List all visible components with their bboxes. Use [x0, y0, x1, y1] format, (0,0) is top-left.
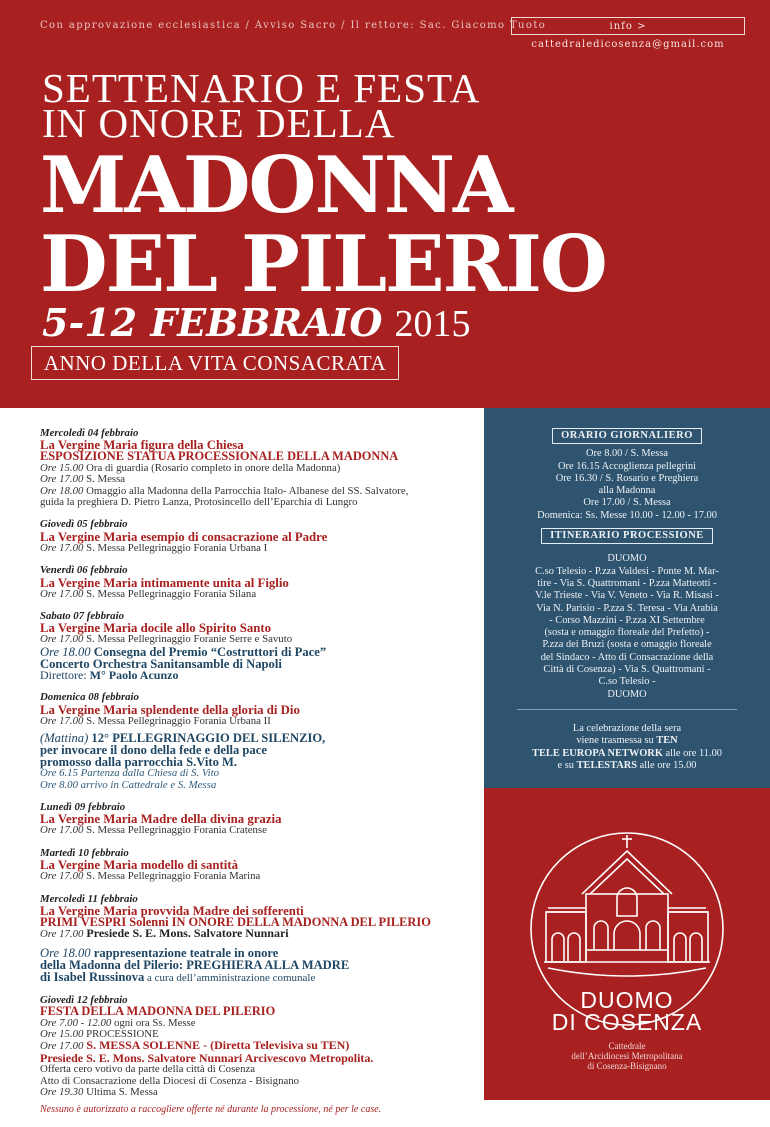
itinerario-line: (sosta e omaggio floreale del Prefetto) -	[544, 627, 710, 639]
itinerario-line: DUOMO	[607, 553, 647, 565]
day-name: Martedì 10 febbraio	[40, 846, 129, 859]
header-banner	[0, 0, 770, 408]
theatre-line: di Isabel Russinova a cura dell’amministrazione comunale	[40, 969, 316, 984]
schedule-line: Ore 17.00 S. MESSA SOLENNE - (Diretta Televisiva su TEN)	[40, 1038, 350, 1053]
schedule-line: Ore 15.00 PROCESSIONE	[40, 1027, 159, 1040]
schedule-line: Ore 17.00 S. Messa Pellegrinaggio Forania Marina	[40, 870, 261, 883]
day-theme: La Vergine Maria splendente della gloria di Dio	[40, 702, 300, 717]
orario-line: Ore 16.15 Accoglienza pellegrini	[558, 460, 696, 472]
itinerario-line: tire - Via S. Quattromani - P.zza Matteotti -	[537, 577, 717, 589]
duomo-title: DUOMO	[580, 987, 674, 1013]
approval-line: Con approvazione ecclesiastica / Avviso Sacro / Il rettore: Sac. Giacomo Tuoto	[40, 20, 547, 31]
day-theme: La Vergine Maria figura della Chiesa	[40, 438, 244, 453]
dates-range: 5-12 FEBBRAIO	[42, 300, 383, 345]
director-line: Direttore: M° Paolo Acunzo	[40, 667, 179, 682]
schedule-line: Atto di Consacrazione della Diocesi di Cosenza - Bisignano	[40, 1074, 300, 1087]
day-name: Domenica 08 febbraio	[40, 691, 139, 704]
day-event: FESTA DELLA MADONNA DEL PILERIO	[40, 1004, 276, 1019]
orario-list	[484, 448, 770, 522]
day-theme: La Vergine Maria docile allo Spirito Santo	[40, 621, 272, 636]
pilgrimage-line: (Mattina) 12° PELLEGRINAGGIO DEL SILENZIO,	[40, 731, 326, 746]
program-day	[40, 692, 480, 791]
divider	[517, 709, 737, 710]
program-day	[40, 611, 480, 681]
itinerario-line: P.zza dei Bruzi (sosta e omaggio floreale	[542, 639, 712, 651]
title-del-pilerio: DEL PILERIO	[40, 219, 606, 310]
schedule-line: Ore 17.00 S. Messa Pellegrinaggio Foranie Serre e Savuto	[40, 633, 293, 646]
dates-year: 2015	[394, 303, 471, 345]
orario-title: ORARIO GIORNALIERO	[552, 428, 702, 444]
caption-line: dell’Arcidiocesi Metropolitana	[571, 1051, 683, 1061]
day-name: Lunedì 09 febbraio	[40, 800, 126, 813]
day-name: Giovedì 12 febbraio	[40, 993, 128, 1006]
orario-line: alla Madonna	[598, 485, 656, 497]
program-day	[40, 802, 480, 837]
schedule-line: Ore 18.00 Omaggio alla Madonna della Parrocchia Italo- Albanese del SS. Salvatore,	[40, 484, 409, 497]
tv-line: e su TELESTARS alle ore 15.00	[557, 759, 697, 771]
itinerario-line: V.le Trieste - Via V. Veneto - Via R. Misasi -	[535, 590, 719, 602]
schedule-line: Ore 17.00 S. Messa Pellegrinaggio Forania Silana	[40, 587, 257, 600]
program-day	[40, 428, 480, 508]
schedule-line: Ore 17.00 S. Messa Pellegrinaggio Forania Urbana II	[40, 714, 271, 727]
theatre-line: Ore 18.00 rappresentazione teatrale in onore	[40, 945, 279, 960]
itinerario-line: DUOMO	[607, 688, 647, 700]
tv-line: La celebrazione della sera	[572, 722, 682, 734]
itinerario-line: del Sindaco - Atto di Consacrazione della	[540, 651, 714, 663]
itinerario-line: Città di Cosenza) - Via S. Quattromani -	[543, 664, 711, 676]
offerings-notice: Nessuno è autorizzato a raccogliere offerte né durante la processione, né per le case.	[40, 1104, 382, 1116]
duomo-subtitle: DI COSENZA	[551, 1009, 703, 1035]
itinerario-line: - Corso Mazzini - P.zza XI Settembre	[549, 614, 705, 626]
day-theme: La Vergine Maria esempio di consacrazione al Padre	[40, 529, 328, 544]
schedule-line: Ore 17.00 S. Messa Pellegrinaggio Forania Urbana I	[40, 541, 268, 554]
schedule-line: Ore 17.00 S. Messa Pellegrinaggio Forania Cratense	[40, 824, 267, 837]
program-list	[40, 428, 480, 1127]
day-name: Giovedì 05 febbraio	[40, 518, 128, 531]
schedule-line: Presiede S. E. Mons. Salvatore Nunnari Arcivescovo Metropolita.	[40, 1050, 374, 1065]
caption-line: di Cosenza-Bisignano	[587, 1061, 667, 1071]
day-name: Venerdì 06 febbraio	[40, 564, 128, 577]
schedule-line: guida la preghiera D. Pietro Lanza, Protosincello dell’Eparchia di Lungro	[40, 496, 358, 509]
cathedral-caption	[484, 1041, 770, 1071]
itinerario-line: C.so Telesio - P.zza Valdesi - Ponte M. Mar-	[535, 565, 719, 577]
day-theme: La Vergine Maria intimamente unita al Figlio	[40, 575, 289, 590]
title-line-1: SETTENARIO E FESTA	[42, 65, 481, 111]
day-name: Sabato 07 febbraio	[40, 610, 124, 623]
duomo-logo-area	[484, 788, 770, 1100]
schedule-line: Offerta cero votivo da parte della città di Cosenza	[40, 1063, 256, 1076]
day-event: ESPOSIZIONE STATUA PROCESSIONALE DELLA MADONNA	[40, 449, 399, 464]
tv-line: TELE EUROPA NETWORK alle ore 11.00	[532, 747, 722, 759]
orario-line: Domenica: Ss. Messe 10.00 - 12.00 - 17.00	[537, 509, 717, 521]
itinerario-title: ITINERARIO PROCESSIONE	[541, 528, 713, 544]
itinerario-list	[484, 553, 770, 701]
program-day	[40, 848, 480, 883]
schedule-line: Ore 15.00 Ora di guardia (Rosario completo in onore della Madonna)	[40, 461, 341, 474]
pilgrimage-line: Ore 6.15 Partenza dalla Chiesa di S. Vito	[40, 767, 220, 780]
title-madonna: MADONNA	[40, 140, 512, 231]
caption-line: Cattedrale	[608, 1041, 646, 1051]
concert-line: Concerto Orchestra Sanitansamble di Napoli	[40, 656, 282, 671]
orario-line: Ore 8.00 / S. Messa	[586, 448, 668, 460]
day-theme: La Vergine Maria provvida Madre dei sofferenti	[40, 903, 304, 918]
program-day	[40, 519, 480, 554]
orario-line: Ore 16.30 / S. Rosario e Preghiera	[555, 472, 699, 484]
pilgrimage-line: Ore 8.00 arrivo in Cattedrale e S. Messa	[40, 778, 217, 791]
pilgrimage-line: promosso dalla parrocchia S.Vito M.	[40, 755, 238, 770]
day-name: Mercoledì 11 febbraio	[40, 892, 138, 905]
schedule-line: Ore 17.00 Presiede S. E. Mons. Salvatore Nunnari	[40, 926, 289, 941]
title-line-2: IN ONORE DELLA	[42, 100, 396, 146]
tv-info	[484, 723, 770, 772]
day-name: Mercoledì 04 febbraio	[40, 427, 139, 439]
event-dates	[42, 301, 471, 346]
schedule-line: Ore 7.00 - 12.00 ogni ora Ss. Messe	[40, 1016, 196, 1029]
day-theme: La Vergine Maria Madre della divina grazia	[40, 812, 282, 827]
itinerario-line: Via N. Parisio - P.zza S. Teresa - Via Arabia	[536, 602, 718, 614]
itinerario-line: C.so Telesio -	[598, 676, 656, 688]
day-theme: La Vergine Maria modello di santità	[40, 858, 238, 873]
contact-email[interactable]: info > cattedraledicosenza@gmail.com	[511, 17, 745, 35]
anno-badge: ANNO DELLA VITA CONSACRATA	[31, 346, 399, 380]
program-day	[40, 565, 480, 600]
schedule-line: Ore 19.30 Ultima S. Messa	[40, 1086, 158, 1098]
pilgrimage-line: per invocare il dono della fede e della pace	[40, 743, 267, 758]
day-event: PRIMI VESPRI Solenni IN ONORE DELLA MADONNA DEL PILERIO	[40, 914, 431, 929]
program-day	[40, 995, 480, 1116]
info-panel	[484, 408, 770, 788]
concert-line: Ore 18.00 Consegna del Premio “Costruttori di Pace”	[40, 644, 327, 659]
tv-line: viene trasmessa su TEN	[576, 735, 678, 747]
program-day	[40, 894, 480, 984]
orario-line: Ore 17.00 / S. Messa	[583, 497, 671, 509]
schedule-line: Ore 17.00 S. Messa	[40, 473, 126, 486]
theatre-line: della Madonna del Pilerio: PREGHIERA ALLA MADRE	[40, 957, 350, 972]
